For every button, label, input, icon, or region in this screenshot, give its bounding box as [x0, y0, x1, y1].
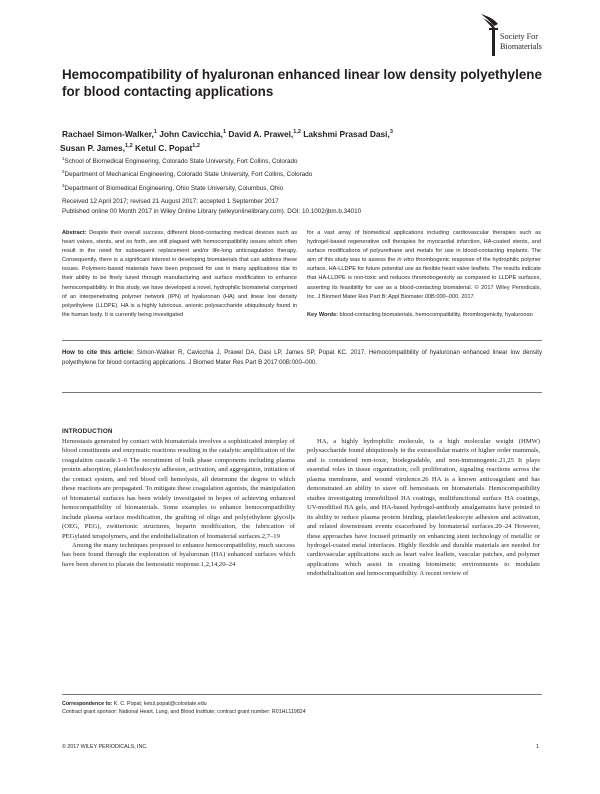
- affil-text: Department of Biomedical Engineering, Ohio State University, Columbus, Ohio: [64, 184, 284, 192]
- author-name: Rachael Simon-Walker,: [62, 128, 154, 139]
- author-affil-sup: 1: [153, 129, 157, 135]
- how-to-cite: [62, 348, 542, 367]
- abstract-right-column: [307, 229, 541, 320]
- correspondence: [62, 700, 542, 717]
- paragraph: Hemostasis generated by contact with biomaterials involves a sophisticated interplay of blood constituents and enzymatic reactions resulting in the catalytic amplification of the coagulation cascade.1–6 The recruitment of bulk phase components including plasma protein adsorption, platelet/leukocyte adhesion, activation, and aggregation, initiation of the contact system, and red blood cell hemolysis, all determine the degree to which these reactions are propagated. To mitigate these coagulation agonists, the manipulation of biomaterial surfaces has been widely investigated in hopes of achieving enhanced hemocompatibility of biomaterials. Some examples to enhance hemocompatibility include plasma surface modification, the grafting of oligo and poly(ethylene glycol)s (OEG, PEG), zwitterionic structures, heparin modification, the fabrication of PEGylated terapolymers, and the endothelialization of biomaterial surfaces.2,7–19: [62, 438, 295, 540]
- abstract-continued: [307, 229, 541, 302]
- society-logo: [479, 12, 559, 58]
- divider: [62, 340, 542, 341]
- article-title: Hemocompatibility of hyaluronan enhanced linear low density polyethylene for blood contacting applications: [62, 67, 542, 99]
- affil-sup: 3: [62, 182, 65, 188]
- abstract-italic: in vitro: [397, 257, 414, 264]
- copyright: © 2017 WILEY PERIODICALS, INC.: [62, 744, 148, 750]
- keywords-label: Key Words:: [307, 311, 338, 318]
- affil-sup: 1: [62, 156, 65, 161]
- affil-text: Department of Mechanical Engineering, Colorado State University, Fort Collins, Colorado: [64, 171, 313, 179]
- how-to-cite-label: How to cite this article:: [62, 349, 134, 356]
- affiliation-item: [62, 154, 542, 167]
- body-left-column: [62, 437, 295, 569]
- author-affil-sup: 1: [223, 129, 227, 135]
- introduction-heading: INTRODUCTION: [62, 428, 113, 435]
- affil-sup: 2: [62, 169, 65, 175]
- correspondence-text: K. C. Popat; ketul.popat@colostate.edu: [112, 701, 207, 707]
- affiliation-list: [62, 154, 542, 194]
- paragraph: HA, a highly hydrophilic molecule, is a high molecular weight (HMW) polysaccharide found ubiquitously in the extracellular matrix of higher order mammals, and is considered non-toxic, biodegradable, and non-immunogenic.21,25 It plays essential roles in tissue organization, cell proliferation, signaling reactions across the plasma membrane, and wound virulence.26 HA is a known anticoagulant and has demonstrated an ability to stave off hemostasis on biomaterials. Hemocompatibility studies investigating immobilized HA coatings, multifunctional surface HA coatings, UV-modified HA gels, and HA-based hydrogel-antibody amalgamates have pointed to its ability to reduce plasma protein binding, platelet/leukocyte adhesion and activation, and related downstream events exacerbated by biomaterial surfaces.20–24 However, these approaches have focused primarily on enhancing stent technology of metallic or hydrogel-coated metal interfaces. Highly flexible and durable materials are needed for cardiovascular applications such as heart valve leaflets, vascular patches, and polymer applications which assist in creating biomimetic environments to modulate endothelialization and hemocompatibility. A recent review of: [307, 438, 540, 578]
- how-to-cite-text: Simon-Walker R, Cavicchia J, Prawel DA, Dasi LP, James SP, Popat KC. 2017. Hemocompatibility of hyaluronan enhanced linear low density polyethylene for blood contacting applications. J Biomed Mater Res Part B 2017:00B:000–000.: [62, 349, 542, 366]
- torch-icon: [479, 12, 499, 58]
- page-number: 1: [536, 744, 540, 750]
- published-online: Published online 00 Month 2017 in Wiley Online Library (wileyonlinelibrary.com). DOI: 10.1002/jbm.b.34010: [62, 208, 362, 216]
- keywords-text: blood-contacting biomaterials, hemocompatibility, thrombogenicity, hyaluronan: [337, 311, 533, 318]
- author-name: Lakshmi Prasad Dasi,: [300, 128, 390, 139]
- body-right-column: [307, 437, 540, 579]
- author-affil-sup: 1,2: [125, 142, 133, 149]
- abstract-label: Abstract:: [62, 230, 87, 236]
- divider: [62, 694, 542, 695]
- keywords: [307, 311, 541, 320]
- author-affil-sup: 1,2: [192, 142, 200, 149]
- author-affil-sup: 3: [389, 129, 393, 135]
- author-name: David A. Prawel,: [226, 128, 294, 139]
- abstract-left-column: [62, 229, 297, 320]
- abstract-text: thrombogenic response of the hydrophilic polymer surface, HA-LLDPE for future potential use as flexible heart valve leaflets. The results indicate that HA-LLDPE is non-toxic and reduces thromobogenicity as compared to LLDPE surfaces, asserting its feasibility for use as a blood-contacting biomaterial. © 2017 Wiley Periodicals, Inc. J Biomed Mater Res Part B: Appl Biomater 00B:000–000, 2017.: [307, 257, 541, 300]
- received-dates: Received 12 April 2017; revised 21 August 2017; accepted 1 September 2017: [62, 198, 279, 205]
- grant-info: Contract grant sponsor: National Heart, Lung, and Blood Institute; contract grant number: R01HL119824: [62, 709, 306, 716]
- affiliation-item: [62, 181, 542, 194]
- affiliation-item: [62, 167, 542, 180]
- logo-text: Society For Biomaterials: [500, 32, 542, 51]
- author-name: John Cavicchia,: [156, 128, 224, 139]
- correspondence-line: [62, 700, 542, 708]
- publication-dates: [62, 197, 542, 218]
- author-name: Susan P. James,: [60, 142, 126, 153]
- author-affil-sup: 1,2: [293, 129, 301, 135]
- abstract-text: Despite their overall success, different blood-contacting medical devices such as heart valves, stents, and so forth, are still plagued with hemocompatibility issues which often result in the need for subsequent replacement and/or life-long anticoagulation therapy. Consequently, there is a significant interest in developing biomaterials that can address these issues. Polymeric-based materials have been proposed for use in many applications due to their ability to be finely tuned through manufacturing and surface modification to enhance hemocompatibility. In this study, we have developed a novel, hydrophilic biomaterial comprised of an interpenetrating polymer network (IPN) of hyaluronan (HA) and linear low density polyethylene (LLDPE). HA is a highly lubricous, anionic polysaccharide ubiquitously found in the human body. It is currently being investigated: [62, 230, 297, 318]
- correspondence-label: Correspondence to:: [62, 701, 113, 707]
- author-list: [62, 126, 542, 154]
- author-name: Ketul C. Popat: [132, 142, 193, 153]
- paragraph: Among the many techniques proposed to enhance hemocompatibility, much success has been found through the exploration of hyaluronan (HA) enhanced surfaces which have been shown to placate the hemostatic response.1,2,14,20–24: [62, 541, 295, 568]
- divider: [62, 392, 542, 393]
- abstract-text: for a vast array of biomedical applications including cardiovascular therapies such as hydrogel-based regenerative cell therapies for myocardial infarction, HA-coated stents, and surface modifications of polyurethane and metals for use in blood-contacting implants. The aim of this study was to assess the: [307, 230, 541, 264]
- affil-text: School of Biomedical Engineering, Colorado State University, Fort Collins, Colorado: [64, 158, 298, 166]
